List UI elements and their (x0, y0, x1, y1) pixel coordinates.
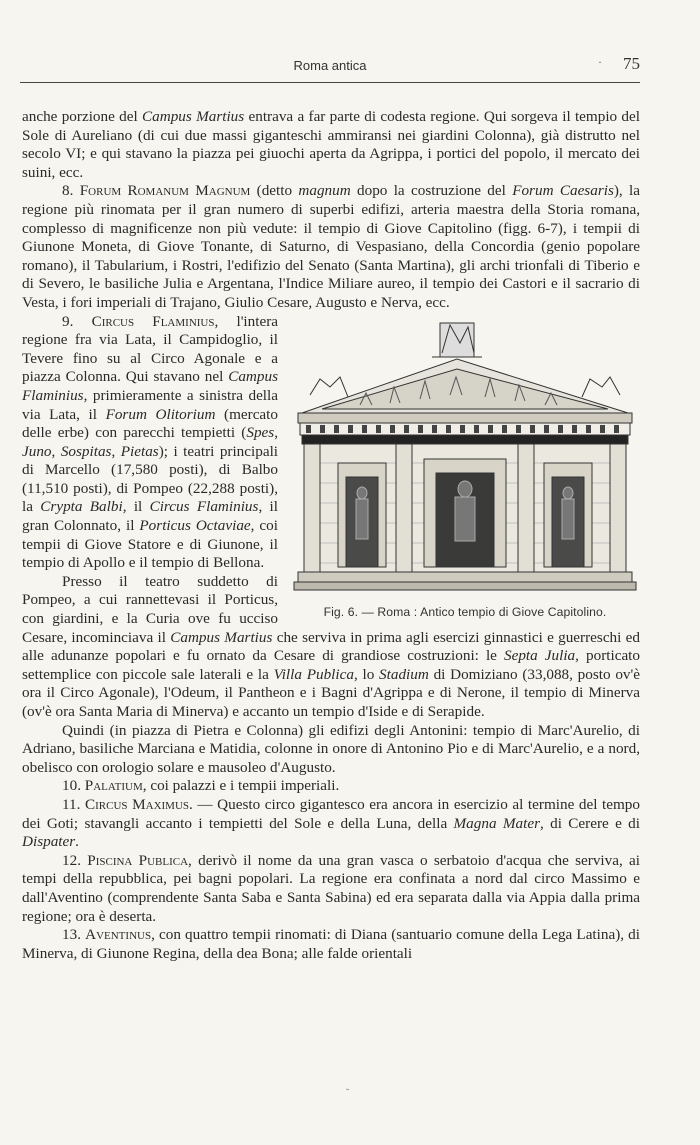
temple-illustration (290, 313, 640, 593)
paragraph-forum-romanum: 8. Forum Romanum Magnum (detto magnum dopo la costruzione del Forum Caesaris), la regione più rinomata per il gran numero di superbi edifizi, arteria maestra della Storia romana, complesso di magnificenze non più vedute: il tempio di Giove Capitolino (figg. 6-7), i tempii di Giunone Moneta, di Giove Tonante, di Saturno, di Vespasiano, della Concordia (genio popolare romano), il Tabularium, i Rostri, l'edifizio del Senato (Santa Martina), gli archi trionfali di Tiberio e di Severo, le basiliche Julia e Argentana, l'Indice Miliare aureo, il tempio dei Castori e il sacrario di Vesta, i fori imperiali di Trajano, Giulio Cesare, Augusto e Nerva, ecc. (22, 182, 640, 311)
paragraph-campus-martius: Presso il teatro suddetto di Pompeo, a cui rannettevasi il Porticus, con giardini, e la Curia ove fu ucciso Cesare, incominciava il Campus Martius che serviva in prima agli esercizi ginnastici e guerreschi ed alle adunanze popolari e fu ornato da Cesare di grandiose costruzioni: le Septa Julia, porticato settemplice con piccole sale laterali e la Villa Publica, lo Stadium di Domiziano (33,088, posto ov'è ora il Circo Agonale), l'Odeum, il Pantheon e i Bagni d'Agrippa e di Nerone, il tempio di Minerva (ov'è ora Santa Maria di Minerva) e accanto un tempio d'Iside e di Serapide. (22, 572, 640, 720)
header-mark: · (598, 55, 602, 69)
paragraph-antonini: Quindi (in piazza di Pietra e Colonna) gli edifizi degli Antonini: tempio di Marc'Aurelio, di Adriano, basiliche Marciana e Matidia, colonne in onore di Antonino Pio e di Marc'Aurelio, e a nord, obelisco con orologio solare e mausoleo d'Augusto. (22, 721, 640, 776)
figure-temple (290, 313, 640, 619)
paragraph-circus-maximus: 11. Circus Maximus. — Questo circo gigantesco era ancora in esercizio al termine del tempo dei Goti; stavangli accanto i tempietti del Sole e della Luna, della Magna Mater, di Cerere e di Dispater. (22, 795, 640, 851)
paragraph-aventinus: 13. Aventinus, con quattro tempii rinomati: di Diana (santuario comune della Lega Latina), di Minerva, di Giunone Regina, della dea Bona; alle falde orientali (22, 926, 641, 962)
running-header (20, 52, 640, 83)
paragraph-1: anche porzione del Campus Martius entrava a far parte di codesta regione. Qui sorgeva il tempio del Sole di Aureliano (di cui due massi giganteschi ammiransi nei giardini Colonna), già distrutto nel secolo VI; e qui stavano la piazza pei giuochi aperta da Agrippa, i portici del popolo, il mercato dei suini, ecc. (22, 108, 640, 181)
page-number: 75 (623, 54, 640, 73)
running-title: Roma antica (293, 58, 367, 73)
paragraph-circus-flaminius: 9. Circus Flaminius, l'intera regione fra via Lata, il Campidoglio, il Tevere fino su al Circo Agonale e a piazza Colonna. Qui stavano nel Campus Flaminius, primieramente a sinistra della via Lata, il Forum Olitorium (mercato delle erbe) con parecchi tempietti (Spes, Juno, Sospitas, Pietas); i teatri principali di Marcello (17,580 posti), di Balbo (11,510 posti), di Pompeo (22,288 posti), la Crypta Balbi, il Circus Flaminius, il gran Colonnato, il Porticus Octaviae, coi tempii di Giove Statore e di Giunone, il tempio di Apollo e il tempio di Bellona. (22, 312, 279, 572)
footer-mark: ˘ (346, 1088, 350, 1099)
paragraph-palatium: 10. Palatium, coi palazzi e i tempii imperiali. (62, 777, 340, 795)
figure-caption: Fig. 6. — Roma : Antico tempio di Giove Capitolino. (323, 604, 607, 619)
body-text (22, 108, 640, 963)
paragraph-piscina-publica: 12. Piscina Publica, derivò il nome da una gran vasca o serbatoio d'acqua che serviva, ai tempi della repubblica, pei bagni popolari. La regione era confinata a nord dal circo Massimo e dall'Aventino (comprendente Santa Saba e Santa Sabina) ed era separata dalla via Appia dalla prima regione; ora è deserta. (22, 851, 641, 925)
